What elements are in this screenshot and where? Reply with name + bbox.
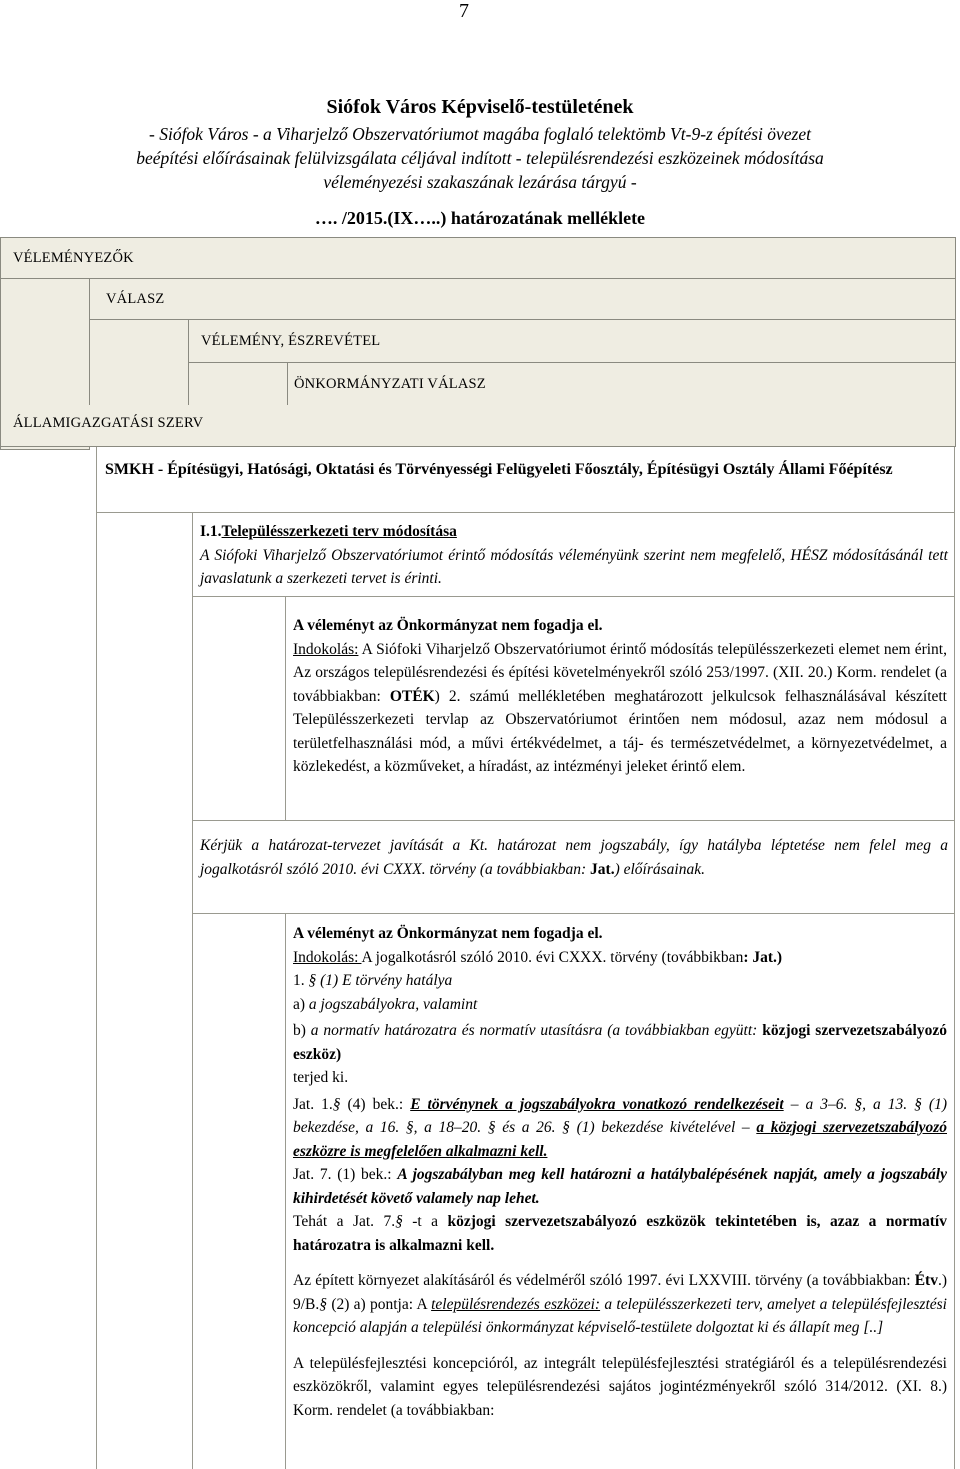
legend-velemeny: VÉLEMÉNY, ÉSZREVÉTEL [201, 333, 381, 349]
section1-answer [293, 638, 947, 779]
legend-row-velemenyezok [0, 237, 956, 279]
resolution-line: …. /2015.(IX…..) határozatának melléklete [314, 208, 646, 228]
document-title: Siófok Város Képviselő-testületének [326, 96, 634, 118]
section1-number: I.1. [200, 523, 222, 540]
legend-onkormanyzati-valasz: ÖNKORMÁNYZATI VÁLASZ [294, 376, 486, 392]
section2-p1-line3 [293, 1019, 947, 1066]
section2-opinion-1: Kérjük a határozat-tervezet javítását a Kt. [200, 837, 489, 854]
section2-indoklas-label: Indokolás: [293, 948, 362, 966]
section2-opinion-3: ) előírásainak. [614, 860, 705, 878]
section2-p2-e: – a 3–6. §, a 13. § (1) bekezdése, a 16. §, a 18–20. § és a 26. § (1) bekezdése kivételével – [293, 1095, 948, 1136]
section2-p4-d: közjogi szervezetszabályozó eszközök tekintetében is, azaz a normatív határozatra is alkalmazni kell. [293, 1213, 947, 1254]
section2-p1-f: a normatív határozatra és normatív utasításra (a továbbiakban együtt: [310, 1022, 763, 1039]
section2-indoklas-text: A jogalkotásról szóló 2010. évi CXXX. törvény (továbbikban [361, 948, 744, 966]
section2-opinion-jat: Jat. [590, 860, 615, 878]
section2-p5-c: .) 9/B. [293, 1272, 947, 1313]
section1-heading: Településszerkezeti terv módosítása [221, 523, 457, 540]
section2-p1-e: b) [293, 1022, 311, 1039]
section2-p5-g: a településszerkezeti terv, amelyet a településfejlesztési koncepció alapján a települési önkormányzat képviselő-testülete dolgoztat ki és állapít meg [..] [293, 1295, 947, 1336]
section2-opinion [200, 834, 948, 881]
section1-indoklas-label: Indokolás: [293, 640, 359, 658]
section2-indoklas-jat: : Jat.) [743, 948, 783, 966]
section2-p2-a: Jat. 1. [293, 1095, 333, 1113]
subtitle-line-3: véleményezési szakaszának lezárása tárgyú - [323, 172, 637, 192]
section2-p5-b: Étv [914, 1272, 938, 1289]
section2-p2-c: (4) bek.: [340, 1095, 411, 1113]
legend-row-velemeny [188, 319, 956, 363]
legend-mid-column [89, 319, 189, 406]
section2-p3-a: Jat. 7. (1) bek.: [293, 1166, 398, 1183]
section2-p4-a: Tehát a Jat. 7. [293, 1213, 396, 1230]
section1-answer-text-1: A Siófoki Viharjelző Obszervatóriumot érintő módosítás településszerkezeti elemet nem érint, Az országos településrendezési és építési követelményekről szóló 253/1997. (XII. 20.) Korm. rendelet (a továbbiakban: [293, 640, 947, 705]
section2-indoklas [293, 946, 947, 970]
section2-opinion-2: határozat nem jogszabály, így hatályba léptetése nem felel meg a jogalkotásról szóló 2010. évi CXXX. törvény (a továbbiakban: [200, 837, 948, 878]
section2-p1-b: § (1) E törvény hatálya [308, 972, 453, 989]
section2-p1-h: eszköz) [293, 1045, 342, 1063]
section2-p4 [293, 1210, 947, 1257]
section2-p3-b: A jogszabályban meg kell határozni a hatálybalépésének napját, amely a jogszabály kihirdetését követő valamely nap lehet. [293, 1166, 947, 1207]
section1-opinion: A Siófoki Viharjelző Obszervatóriumot érintő módosítás véleményünk szerint nem megfelelő, HÉSZ módosításánál tett javaslatunk a szerkezeti tervet is érinti. [200, 546, 948, 587]
section2-p2-b: § [332, 1095, 341, 1113]
organization-name: SMKH - Építésügyi, Hatósági, Oktatási és Törvényességi Felügyeleti Főosztály, Építésügyi Osztály Állami Főépítész [105, 461, 893, 478]
legend-allamigazgatasi: ÁLLAMIGAZGATÁSI SZERV [13, 415, 204, 431]
subtitle-line-2: beépítési előírásainak felülvizsgálata céljával indított - településrendezési eszközeinek módosítása [136, 148, 824, 168]
section1-answer-title: A véleményt az Önkormányzat nem fogadja el. [293, 617, 603, 634]
section2-p1-line2 [293, 993, 947, 1017]
page-number: 7 [459, 0, 469, 22]
section2-p5-f: településrendezés eszközei: [431, 1295, 601, 1313]
legend-row-allamigazgatasi [0, 405, 956, 447]
section1-answer-text-2: ) 2. számú mellékletében meghatározott jelkulcsok felhasználásával készített Településszerkezeti tervlap az Obszervatóriumot érintően nem módosul, azaz nem módosul a területfelhasználási mód, a művi értékvédelmet, a táj- és természetvédelmet, a környezetvédelmet, a közlekedést, a közműveket, a híradást, az intézményi jeleket érintő elem. [293, 687, 947, 775]
legend-inner-column [188, 362, 288, 406]
section2-p4-b: § [395, 1213, 403, 1230]
section2-p5-a: Az épített környezet alakításáról és védelméről szóló 1997. évi LXXVIII. törvény (a továbbiakban: [293, 1272, 915, 1289]
section2-p2-d: E törvénynek a jogszabályokra vonatkozó rendelkezéseit [410, 1095, 784, 1113]
section2-p1-line1 [293, 969, 947, 993]
section2-p1-a: 1. [293, 972, 309, 989]
section2-answer-title: A véleményt az Önkormányzat nem fogadja el. [293, 925, 603, 942]
legend-row-onkormanyzati [287, 362, 956, 406]
legend-velemenyezok: VÉLEMÉNYEZŐK [13, 250, 134, 266]
section2-p5-e: (2) a) pontja: A [327, 1295, 432, 1313]
section2-p1-g: közjogi szervezetszabályozó [762, 1022, 947, 1039]
legend-valasz: VÁLASZ [106, 291, 165, 307]
section2-p1-c: a) [293, 995, 309, 1013]
section2-p4-c: -t a [402, 1213, 448, 1230]
section2-p5 [293, 1269, 947, 1340]
section2-p6: A településfejlesztési koncepcióról, az integrált településfejlesztési stratégiáról és a településrendezési eszközökről, valamint egyes településrendezési sajátos jogintézményekről szóló 314/2012. (XI. 8.) Korm. rendelet (a továbbiakban: [293, 1354, 947, 1419]
section2-p3 [293, 1163, 947, 1210]
legend-row-valasz [89, 278, 956, 320]
section1-otek: OTÉK [389, 687, 435, 705]
section2-p5-d: § [319, 1295, 328, 1313]
subtitle-line-1: - Siófok Város - a Viharjelző Obszervatóriumot magába foglaló telektömb Vt-9-z építési övezet [149, 124, 811, 144]
section2-p1-end: terjed ki. [293, 1069, 349, 1086]
section2-p2-f: a közjogi szervezetszabályozó eszközre is megfelelően alkalmazni kell. [293, 1119, 947, 1160]
section2-p1-d: a jogszabályokra, valamint [308, 995, 478, 1013]
section2-p2 [293, 1093, 947, 1164]
